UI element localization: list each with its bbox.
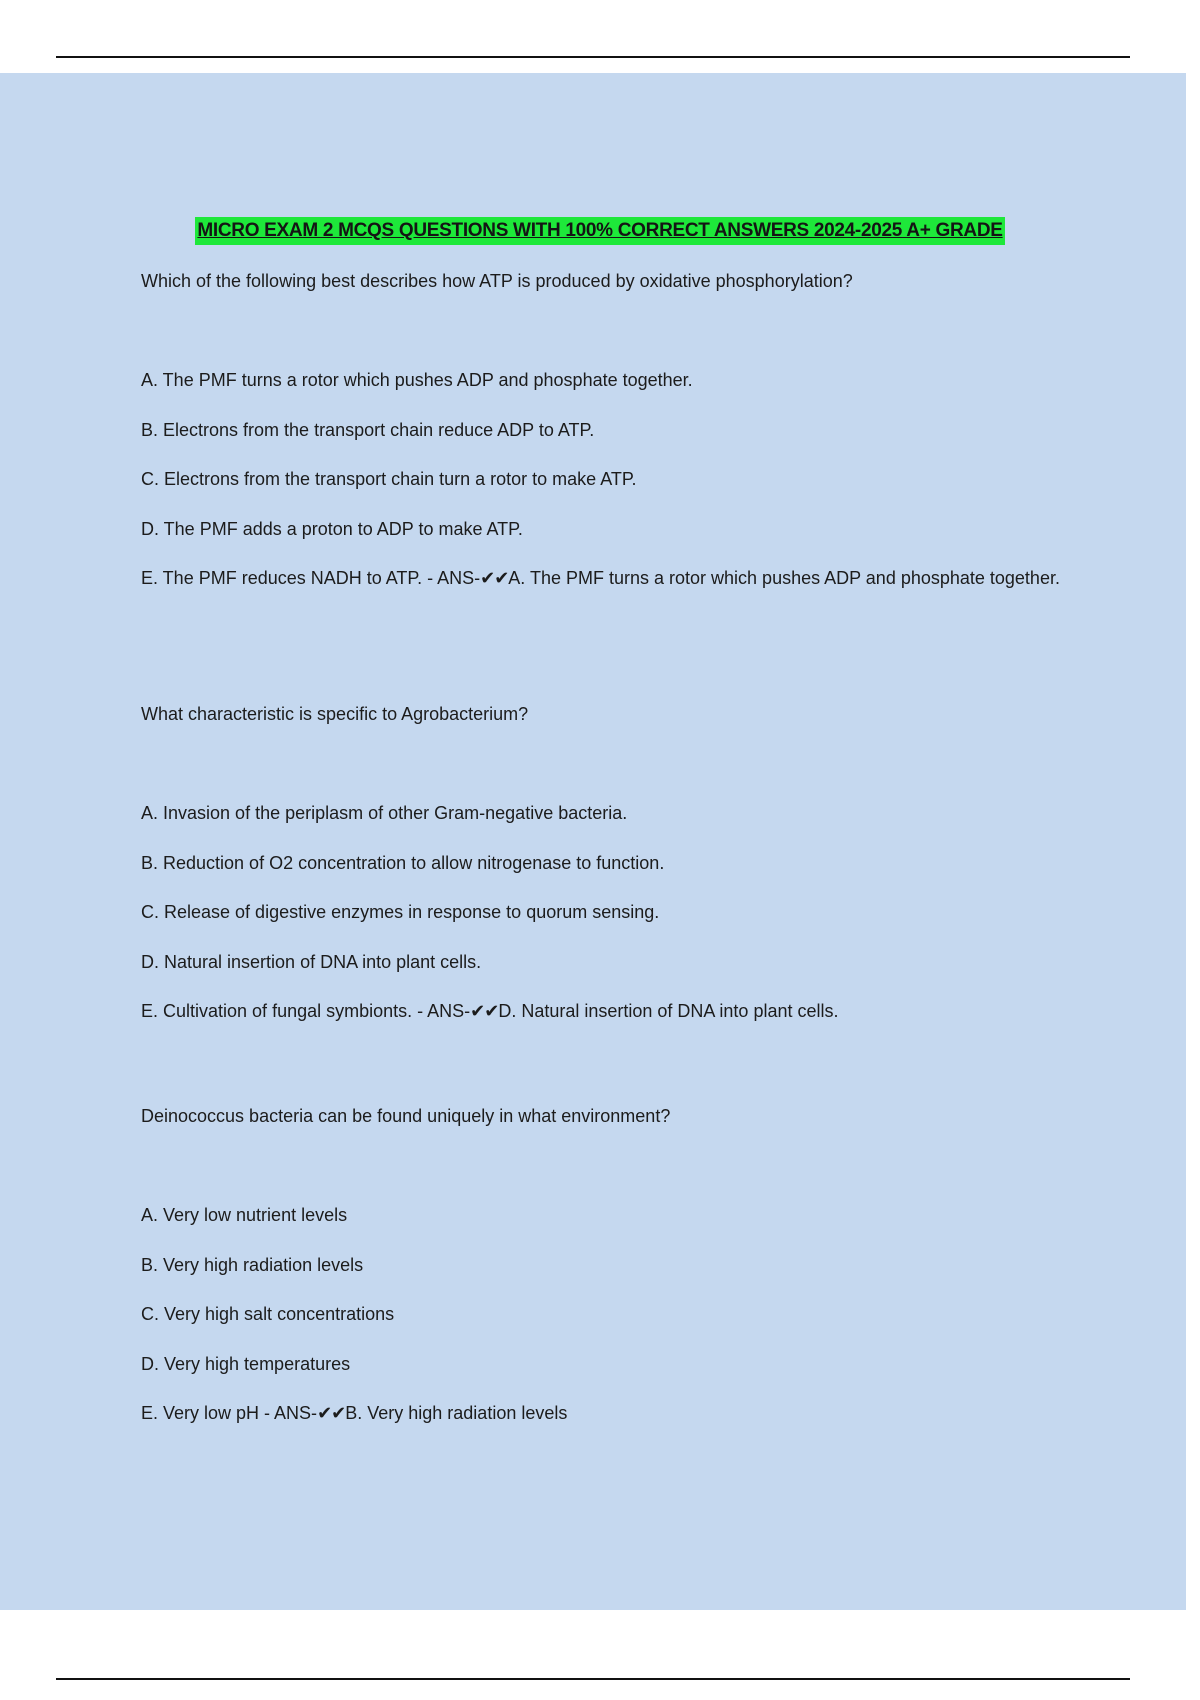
checkmark-icon: ✔✔ — [480, 568, 509, 588]
top-rule — [56, 56, 1130, 58]
option-a: A. The PMF turns a rotor which pushes ADP and phosphate together. — [141, 370, 693, 390]
option-e-with-answer — [141, 996, 1061, 1027]
answer-prefix: - ANS- — [259, 1403, 318, 1423]
option-d: D. Natural insertion of DNA into plant cells. — [141, 951, 482, 972]
correct-answer: A. The PMF turns a rotor which pushes ADP and phosphate together. — [508, 568, 1060, 588]
question-block-3 — [141, 1101, 1061, 1448]
option-d: D. The PMF adds a proton to ADP to make ATP. — [141, 518, 523, 539]
checkmark-icon: ✔✔ — [317, 1403, 346, 1423]
option-b: B. Very high radiation levels — [141, 1254, 364, 1275]
document-title: MICRO EXAM 2 MCQS QUESTIONS WITH 100% CORRECT ANSWERS 2024-2025 A+ GRADE — [195, 217, 1004, 245]
title-container — [0, 217, 1200, 245]
checkmark-icon: ✔✔ — [470, 1001, 499, 1021]
option-b: B. Reduction of O2 concentration to allow nitrogenase to function. — [141, 852, 665, 873]
option-e: E. Cultivation of fungal symbionts. — [141, 1001, 413, 1021]
correct-answer: B. Very high radiation levels — [345, 1403, 568, 1423]
option-c: C. Release of digestive enzymes in response to quorum sensing. — [141, 902, 660, 922]
option-b: B. Electrons from the transport chain reduce ADP to ATP. — [141, 419, 595, 440]
option-a: A. Invasion of the periplasm of other Gram-negative bacteria. — [141, 803, 628, 823]
option-c: C. Very high salt concentrations — [141, 1304, 395, 1324]
question-text: Which of the following best describes how ATP is produced by oxidative phosphorylation? — [141, 271, 853, 291]
option-a: A. Very low nutrient levels — [141, 1205, 348, 1225]
question-text: Deinococcus bacteria can be found uniquely in what environment? — [141, 1106, 671, 1126]
correct-answer: D. Natural insertion of DNA into plant cells. — [498, 1001, 839, 1021]
option-c: C. Electrons from the transport chain turn a rotor to make ATP. — [141, 469, 637, 489]
option-e-with-answer — [141, 563, 1061, 594]
bottom-rule — [56, 1678, 1130, 1680]
option-e: E. Very low pH — [141, 1403, 260, 1423]
question-block-2 — [141, 699, 1061, 1046]
answer-prefix: - ANS- — [422, 568, 481, 588]
answer-prefix: - ANS- — [412, 1001, 471, 1021]
question-block-1 — [141, 266, 1061, 613]
question-text: What characteristic is specific to Agrobacterium? — [141, 704, 529, 724]
option-e-with-answer — [141, 1398, 1061, 1429]
option-e: E. The PMF reduces NADH to ATP. — [141, 568, 423, 588]
option-d: D. Very high temperatures — [141, 1353, 351, 1374]
